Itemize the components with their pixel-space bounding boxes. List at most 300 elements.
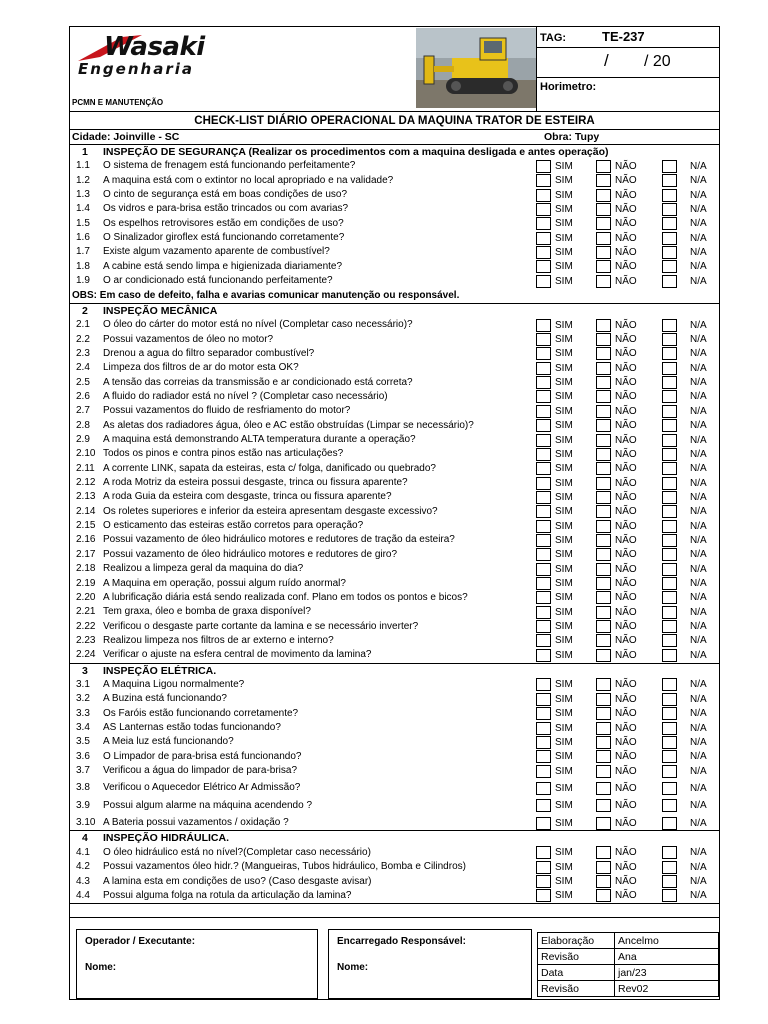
nao-checkbox[interactable] xyxy=(596,376,611,389)
sim-label: SIM xyxy=(555,377,573,389)
item-number: 4.3 xyxy=(76,875,90,887)
nao-checkbox[interactable] xyxy=(596,462,611,475)
revision-value-cell xyxy=(614,980,719,997)
na-checkbox[interactable] xyxy=(662,174,677,187)
sim-checkbox[interactable] xyxy=(536,875,551,888)
item-text: A Meia luz está funcionando? xyxy=(103,736,234,748)
item-number: 3.7 xyxy=(76,765,90,777)
na-checkbox[interactable] xyxy=(662,548,677,561)
nao-checkbox[interactable] xyxy=(596,577,611,590)
na-checkbox[interactable] xyxy=(662,419,677,432)
encarregado-box[interactable] xyxy=(328,929,532,999)
sim-checkbox[interactable] xyxy=(536,160,551,173)
na-checkbox[interactable] xyxy=(662,405,677,418)
na-label: N/A xyxy=(690,275,707,287)
section-number: 3 xyxy=(82,664,88,677)
na-checkbox[interactable] xyxy=(662,563,677,576)
item-number: 4.2 xyxy=(76,861,90,873)
nao-label: NÃO xyxy=(615,890,637,902)
nao-checkbox[interactable] xyxy=(596,362,611,375)
sim-checkbox[interactable] xyxy=(536,260,551,273)
sim-checkbox[interactable] xyxy=(536,606,551,619)
item-number: 1.9 xyxy=(76,275,90,287)
item-text: O Sinalizador giroflex está funcionando corretamente? xyxy=(103,232,345,244)
nao-checkbox[interactable] xyxy=(596,846,611,859)
na-label: N/A xyxy=(690,578,707,589)
sim-checkbox[interactable] xyxy=(536,419,551,432)
sim-checkbox[interactable] xyxy=(536,448,551,461)
nao-checkbox[interactable] xyxy=(596,390,611,403)
nao-checkbox[interactable] xyxy=(596,319,611,332)
nao-checkbox[interactable] xyxy=(596,736,611,749)
na-label: N/A xyxy=(690,861,707,873)
na-label: N/A xyxy=(690,319,707,331)
na-label: N/A xyxy=(690,189,707,201)
na-checkbox[interactable] xyxy=(662,275,677,288)
obs-note: OBS: Em caso de defeito, falha e avarias comunicar manutenção ou responsável. xyxy=(72,289,460,301)
na-checkbox[interactable] xyxy=(662,620,677,633)
na-label: N/A xyxy=(690,635,707,647)
na-checkbox[interactable] xyxy=(662,591,677,604)
sim-checkbox[interactable] xyxy=(536,505,551,518)
na-checkbox[interactable] xyxy=(662,246,677,259)
sim-label: SIM xyxy=(555,592,573,604)
item-number: 3.6 xyxy=(76,750,90,762)
item-number: 1.2 xyxy=(76,174,90,186)
sim-label: SIM xyxy=(555,708,573,720)
item-text: Os roletes superiores e inferior da esteira apresentam desgaste excessivo? xyxy=(103,505,438,517)
nao-label: NÃO xyxy=(615,800,637,812)
page-title: CHECK-LIST DIÁRIO OPERACIONAL DA MAQUINA TRATOR DE ESTEIRA xyxy=(194,115,595,127)
na-label: N/A xyxy=(690,434,707,446)
sim-checkbox[interactable] xyxy=(536,563,551,576)
sim-checkbox[interactable] xyxy=(536,548,551,561)
nao-label: NÃO xyxy=(615,765,637,777)
na-checkbox[interactable] xyxy=(662,889,677,902)
nao-label: NÃO xyxy=(615,722,637,734)
item-text: A maquina está demonstrando ALTA temperatura durante a operação? xyxy=(103,434,416,445)
item-text: Os vidros e para-brisa estão trincados ou com avarias? xyxy=(103,203,349,215)
item-number: 2.20 xyxy=(76,591,96,603)
na-checkbox[interactable] xyxy=(662,875,677,888)
nao-checkbox[interactable] xyxy=(596,799,611,812)
revision-key: Elaboração xyxy=(541,935,595,947)
na-checkbox[interactable] xyxy=(662,434,677,447)
sim-label: SIM xyxy=(555,751,573,763)
revision-key: Revisão xyxy=(541,983,579,995)
na-label: N/A xyxy=(690,782,707,794)
nao-checkbox[interactable] xyxy=(596,817,611,830)
na-label: N/A xyxy=(690,348,707,360)
date-separator-2: / 20 xyxy=(644,53,671,70)
na-checkbox[interactable] xyxy=(662,362,677,375)
item-text: A roda Motriz da esteira possui desgaste, trinca ou fissura aparente? xyxy=(103,477,408,489)
nao-checkbox[interactable] xyxy=(596,722,611,735)
nao-label: NÃO xyxy=(615,319,637,331)
sim-checkbox[interactable] xyxy=(536,189,551,202)
nao-checkbox[interactable] xyxy=(596,861,611,874)
sim-checkbox[interactable] xyxy=(536,477,551,490)
sim-checkbox[interactable] xyxy=(536,491,551,504)
revision-value-cell xyxy=(614,948,719,965)
item-number: 2.23 xyxy=(76,634,96,646)
nao-checkbox[interactable] xyxy=(596,678,611,691)
nao-label: NÃO xyxy=(615,246,637,258)
nao-checkbox[interactable] xyxy=(596,232,611,245)
sim-checkbox[interactable] xyxy=(536,376,551,389)
sim-label: SIM xyxy=(555,203,573,215)
sim-label: SIM xyxy=(555,890,573,902)
nao-label: NÃO xyxy=(615,362,637,374)
sim-checkbox[interactable] xyxy=(536,390,551,403)
item-number: 2.8 xyxy=(76,419,90,431)
nao-checkbox[interactable] xyxy=(596,405,611,418)
sim-label: SIM xyxy=(555,578,573,589)
nao-checkbox[interactable] xyxy=(596,275,611,288)
date-separator-1: / xyxy=(604,51,609,70)
item-text: Possui vazamentos óleo hidr.? (Mangueiras, Tubos hidráulico, Bomba e Cilindros) xyxy=(103,861,466,873)
tag-value: TE-237 xyxy=(602,29,645,44)
nao-checkbox[interactable] xyxy=(596,591,611,604)
na-checkbox[interactable] xyxy=(662,189,677,202)
nao-label: NÃO xyxy=(615,334,637,346)
nao-checkbox[interactable] xyxy=(596,347,611,360)
item-number: 4.1 xyxy=(76,846,90,858)
item-number: 1.6 xyxy=(76,232,90,244)
na-label: N/A xyxy=(690,377,707,389)
nao-checkbox[interactable] xyxy=(596,203,611,216)
sim-checkbox[interactable] xyxy=(536,620,551,633)
sim-checkbox[interactable] xyxy=(536,462,551,475)
section-number: 4 xyxy=(82,832,88,845)
na-checkbox[interactable] xyxy=(662,861,677,874)
sim-checkbox[interactable] xyxy=(536,722,551,735)
sim-label: SIM xyxy=(555,232,573,244)
nao-label: NÃO xyxy=(615,708,637,720)
item-text: O sistema de frenagem está funcionando perfeitamente? xyxy=(103,160,356,172)
na-checkbox[interactable] xyxy=(662,477,677,490)
na-checkbox[interactable] xyxy=(662,505,677,518)
sim-label: SIM xyxy=(555,817,573,829)
na-checkbox[interactable] xyxy=(662,491,677,504)
na-label: N/A xyxy=(690,232,707,244)
sim-checkbox[interactable] xyxy=(536,347,551,360)
sim-checkbox[interactable] xyxy=(536,319,551,332)
nao-label: NÃO xyxy=(615,275,637,287)
sim-checkbox[interactable] xyxy=(536,577,551,590)
nao-label: NÃO xyxy=(615,203,637,215)
na-checkbox[interactable] xyxy=(662,534,677,547)
nao-checkbox[interactable] xyxy=(596,505,611,518)
revision-key-cell xyxy=(537,948,615,965)
item-number: 2.13 xyxy=(76,491,96,503)
nao-label: NÃO xyxy=(615,348,637,360)
sim-checkbox[interactable] xyxy=(536,217,551,230)
nao-label: NÃO xyxy=(615,847,637,859)
item-text: Limpeza dos filtros de ar do motor esta OK? xyxy=(103,362,299,374)
na-checkbox[interactable] xyxy=(662,520,677,533)
na-label: N/A xyxy=(690,722,707,734)
item-text: Possui vazamentos do fluido de resfriamento do motor? xyxy=(103,405,351,417)
item-text: Drenou a agua do filtro separador combustível? xyxy=(103,347,315,359)
nao-label: NÃO xyxy=(615,506,637,518)
revision-value-cell xyxy=(614,964,719,981)
sim-checkbox[interactable] xyxy=(536,174,551,187)
nao-label: NÃO xyxy=(615,751,637,763)
sim-checkbox[interactable] xyxy=(536,405,551,418)
item-text: O óleo hidráulico está no nível?(Completar caso necessário) xyxy=(103,846,371,858)
na-label: N/A xyxy=(690,160,707,172)
nao-label: NÃO xyxy=(615,649,637,661)
na-checkbox[interactable] xyxy=(662,160,677,173)
nao-label: NÃO xyxy=(615,549,637,561)
item-text: AS Lanternas estão todas funcionando? xyxy=(103,722,281,733)
nao-checkbox[interactable] xyxy=(596,750,611,763)
na-checkbox[interactable] xyxy=(662,707,677,720)
revision-key-cell xyxy=(537,964,615,981)
item-text: O ar condicionado está funcionando perfeitamente? xyxy=(103,275,333,287)
sim-label: SIM xyxy=(555,261,573,273)
item-text: Verificou a água do limpador de para-brisa? xyxy=(103,765,298,777)
sim-label: SIM xyxy=(555,218,573,230)
nao-checkbox[interactable] xyxy=(596,782,611,795)
item-number: 2.9 xyxy=(76,434,90,445)
nao-checkbox[interactable] xyxy=(596,160,611,173)
nao-checkbox[interactable] xyxy=(596,889,611,902)
item-text: A maquina está com o extintor no local apropriado e na validade? xyxy=(103,174,394,186)
nao-checkbox[interactable] xyxy=(596,520,611,533)
item-number: 3.2 xyxy=(76,693,90,705)
nao-label: NÃO xyxy=(615,621,637,633)
sim-label: SIM xyxy=(555,520,573,532)
item-text: A lamina esta em condições de uso? (Caso desgaste avisar) xyxy=(103,875,372,887)
na-checkbox[interactable] xyxy=(662,678,677,691)
item-text: A cabine está sendo limpa e higienizada diariamente? xyxy=(103,260,343,272)
item-text: Tem graxa, óleo e bomba de graxa disponível? xyxy=(103,606,311,618)
sim-checkbox[interactable] xyxy=(536,707,551,720)
sim-checkbox[interactable] xyxy=(536,232,551,245)
nao-label: NÃO xyxy=(615,405,637,417)
na-checkbox[interactable] xyxy=(662,846,677,859)
obra-label: Obra: Tupy xyxy=(544,131,600,143)
sim-checkbox[interactable] xyxy=(536,846,551,859)
nao-checkbox[interactable] xyxy=(596,419,611,432)
na-checkbox[interactable] xyxy=(662,462,677,475)
nao-checkbox[interactable] xyxy=(596,477,611,490)
na-checkbox[interactable] xyxy=(662,319,677,332)
nao-checkbox[interactable] xyxy=(596,174,611,187)
item-text: O Limpador de para-brisa está funcionando? xyxy=(103,750,302,762)
na-label: N/A xyxy=(690,817,707,829)
na-checkbox[interactable] xyxy=(662,750,677,763)
operador-box[interactable] xyxy=(76,929,318,999)
sim-checkbox[interactable] xyxy=(536,591,551,604)
na-checkbox[interactable] xyxy=(662,577,677,590)
nao-label: NÃO xyxy=(615,491,637,503)
item-number: 2.17 xyxy=(76,548,96,560)
na-checkbox[interactable] xyxy=(662,606,677,619)
nao-label: NÃO xyxy=(615,534,637,546)
sim-label: SIM xyxy=(555,246,573,258)
na-checkbox[interactable] xyxy=(662,817,677,830)
na-checkbox[interactable] xyxy=(662,390,677,403)
operador-label: Operador / Executante: xyxy=(85,936,196,947)
nao-label: NÃO xyxy=(615,463,637,475)
na-label: N/A xyxy=(690,708,707,720)
sim-label: SIM xyxy=(555,160,573,172)
item-number: 3.9 xyxy=(76,799,90,811)
na-checkbox[interactable] xyxy=(662,782,677,795)
sim-label: SIM xyxy=(555,876,573,887)
nao-label: NÃO xyxy=(615,477,637,489)
sim-checkbox[interactable] xyxy=(536,782,551,795)
sim-checkbox[interactable] xyxy=(536,765,551,778)
item-number: 1.3 xyxy=(76,189,90,201)
sim-label: SIM xyxy=(555,861,573,873)
sim-checkbox[interactable] xyxy=(536,678,551,691)
na-checkbox[interactable] xyxy=(662,260,677,273)
nao-label: NÃO xyxy=(615,736,637,748)
nao-label: NÃO xyxy=(615,232,637,244)
na-checkbox[interactable] xyxy=(662,799,677,812)
item-text: Possui vazamento de óleo hidráulico motores e redutores de giro? xyxy=(103,548,398,560)
nao-label: NÃO xyxy=(615,817,637,829)
revision-value: Ancelmo xyxy=(618,935,659,947)
na-label: N/A xyxy=(690,751,707,763)
section-number: 1 xyxy=(82,146,88,158)
nao-checkbox[interactable] xyxy=(596,448,611,461)
sim-checkbox[interactable] xyxy=(536,362,551,375)
nao-label: NÃO xyxy=(615,679,637,691)
nao-checkbox[interactable] xyxy=(596,534,611,547)
sim-label: SIM xyxy=(555,334,573,346)
sim-checkbox[interactable] xyxy=(536,203,551,216)
sim-checkbox[interactable] xyxy=(536,634,551,647)
na-checkbox[interactable] xyxy=(662,693,677,706)
nao-checkbox[interactable] xyxy=(596,563,611,576)
sim-checkbox[interactable] xyxy=(536,693,551,706)
na-checkbox[interactable] xyxy=(662,333,677,346)
bulldozer-photo xyxy=(416,28,536,108)
nao-label: NÃO xyxy=(615,434,637,446)
item-number: 2.14 xyxy=(76,505,96,517)
na-checkbox[interactable] xyxy=(662,376,677,389)
sim-label: SIM xyxy=(555,362,573,374)
item-number: 2.6 xyxy=(76,390,90,402)
na-checkbox[interactable] xyxy=(662,448,677,461)
sim-checkbox[interactable] xyxy=(536,817,551,830)
sim-checkbox[interactable] xyxy=(536,434,551,447)
item-number: 2.10 xyxy=(76,448,96,460)
na-checkbox[interactable] xyxy=(662,232,677,245)
sim-label: SIM xyxy=(555,477,573,489)
sim-label: SIM xyxy=(555,175,573,187)
na-label: N/A xyxy=(690,491,707,503)
nao-checkbox[interactable] xyxy=(596,491,611,504)
revision-key-cell xyxy=(537,980,615,997)
item-text: A lubrificação diária está sendo realizada conf. Plano em todos os pontos e bicos? xyxy=(103,591,468,603)
nao-checkbox[interactable] xyxy=(596,649,611,662)
nao-checkbox[interactable] xyxy=(596,260,611,273)
item-number: 3.4 xyxy=(76,722,90,733)
item-number: 2.16 xyxy=(76,534,96,546)
item-number: 2.22 xyxy=(76,620,96,632)
sim-label: SIM xyxy=(555,463,573,475)
na-checkbox[interactable] xyxy=(662,203,677,216)
na-checkbox[interactable] xyxy=(662,765,677,778)
nao-checkbox[interactable] xyxy=(596,246,611,259)
na-checkbox[interactable] xyxy=(662,634,677,647)
revision-table xyxy=(537,932,719,996)
sim-label: SIM xyxy=(555,319,573,331)
nao-checkbox[interactable] xyxy=(596,548,611,561)
na-label: N/A xyxy=(690,405,707,417)
sim-checkbox[interactable] xyxy=(536,649,551,662)
logo-subtext: Engenharia xyxy=(78,60,194,78)
sim-label: SIM xyxy=(555,448,573,460)
item-number: 2.18 xyxy=(76,563,96,575)
sim-checkbox[interactable] xyxy=(536,750,551,763)
item-number: 2.5 xyxy=(76,376,90,388)
sim-checkbox[interactable] xyxy=(536,246,551,259)
na-checkbox[interactable] xyxy=(662,736,677,749)
checklist-sheet xyxy=(69,26,720,1000)
na-checkbox[interactable] xyxy=(662,347,677,360)
nao-label: NÃO xyxy=(615,592,637,604)
revision-key: Revisão xyxy=(541,951,579,963)
nao-checkbox[interactable] xyxy=(596,606,611,619)
na-checkbox[interactable] xyxy=(662,217,677,230)
encarregado-label: Encarregado Responsável: xyxy=(337,936,466,947)
encarregado-nome-label: Nome: xyxy=(337,962,369,973)
nao-checkbox[interactable] xyxy=(596,875,611,888)
sim-checkbox[interactable] xyxy=(536,333,551,346)
item-number: 2.3 xyxy=(76,347,90,359)
nao-checkbox[interactable] xyxy=(596,434,611,447)
sim-label: SIM xyxy=(555,765,573,777)
nao-checkbox[interactable] xyxy=(596,333,611,346)
nao-checkbox[interactable] xyxy=(596,217,611,230)
logo-text: Wasaki xyxy=(104,32,205,62)
na-label: N/A xyxy=(690,261,707,273)
sim-checkbox[interactable] xyxy=(536,520,551,533)
nao-checkbox[interactable] xyxy=(596,620,611,633)
nao-checkbox[interactable] xyxy=(596,634,611,647)
nao-checkbox[interactable] xyxy=(596,765,611,778)
nao-checkbox[interactable] xyxy=(596,693,611,706)
sim-checkbox[interactable] xyxy=(536,534,551,547)
na-checkbox[interactable] xyxy=(662,649,677,662)
sim-label: SIM xyxy=(555,506,573,518)
nao-checkbox[interactable] xyxy=(596,707,611,720)
na-label: N/A xyxy=(690,534,707,546)
item-text: Todos os pinos e contra pinos estão nas articulações? xyxy=(103,448,344,460)
sim-label: SIM xyxy=(555,635,573,647)
sim-checkbox[interactable] xyxy=(536,889,551,902)
sim-checkbox[interactable] xyxy=(536,736,551,749)
item-text: Os espelhos retrovisores estão em condições de uso? xyxy=(103,217,344,229)
na-checkbox[interactable] xyxy=(662,722,677,735)
nao-label: NÃO xyxy=(615,261,637,273)
sim-label: SIM xyxy=(555,722,573,734)
sim-label: SIM xyxy=(555,189,573,201)
nao-checkbox[interactable] xyxy=(596,189,611,202)
na-label: N/A xyxy=(690,563,707,575)
sim-checkbox[interactable] xyxy=(536,275,551,288)
sim-checkbox[interactable] xyxy=(536,861,551,874)
sim-checkbox[interactable] xyxy=(536,799,551,812)
item-number: 3.3 xyxy=(76,707,90,719)
